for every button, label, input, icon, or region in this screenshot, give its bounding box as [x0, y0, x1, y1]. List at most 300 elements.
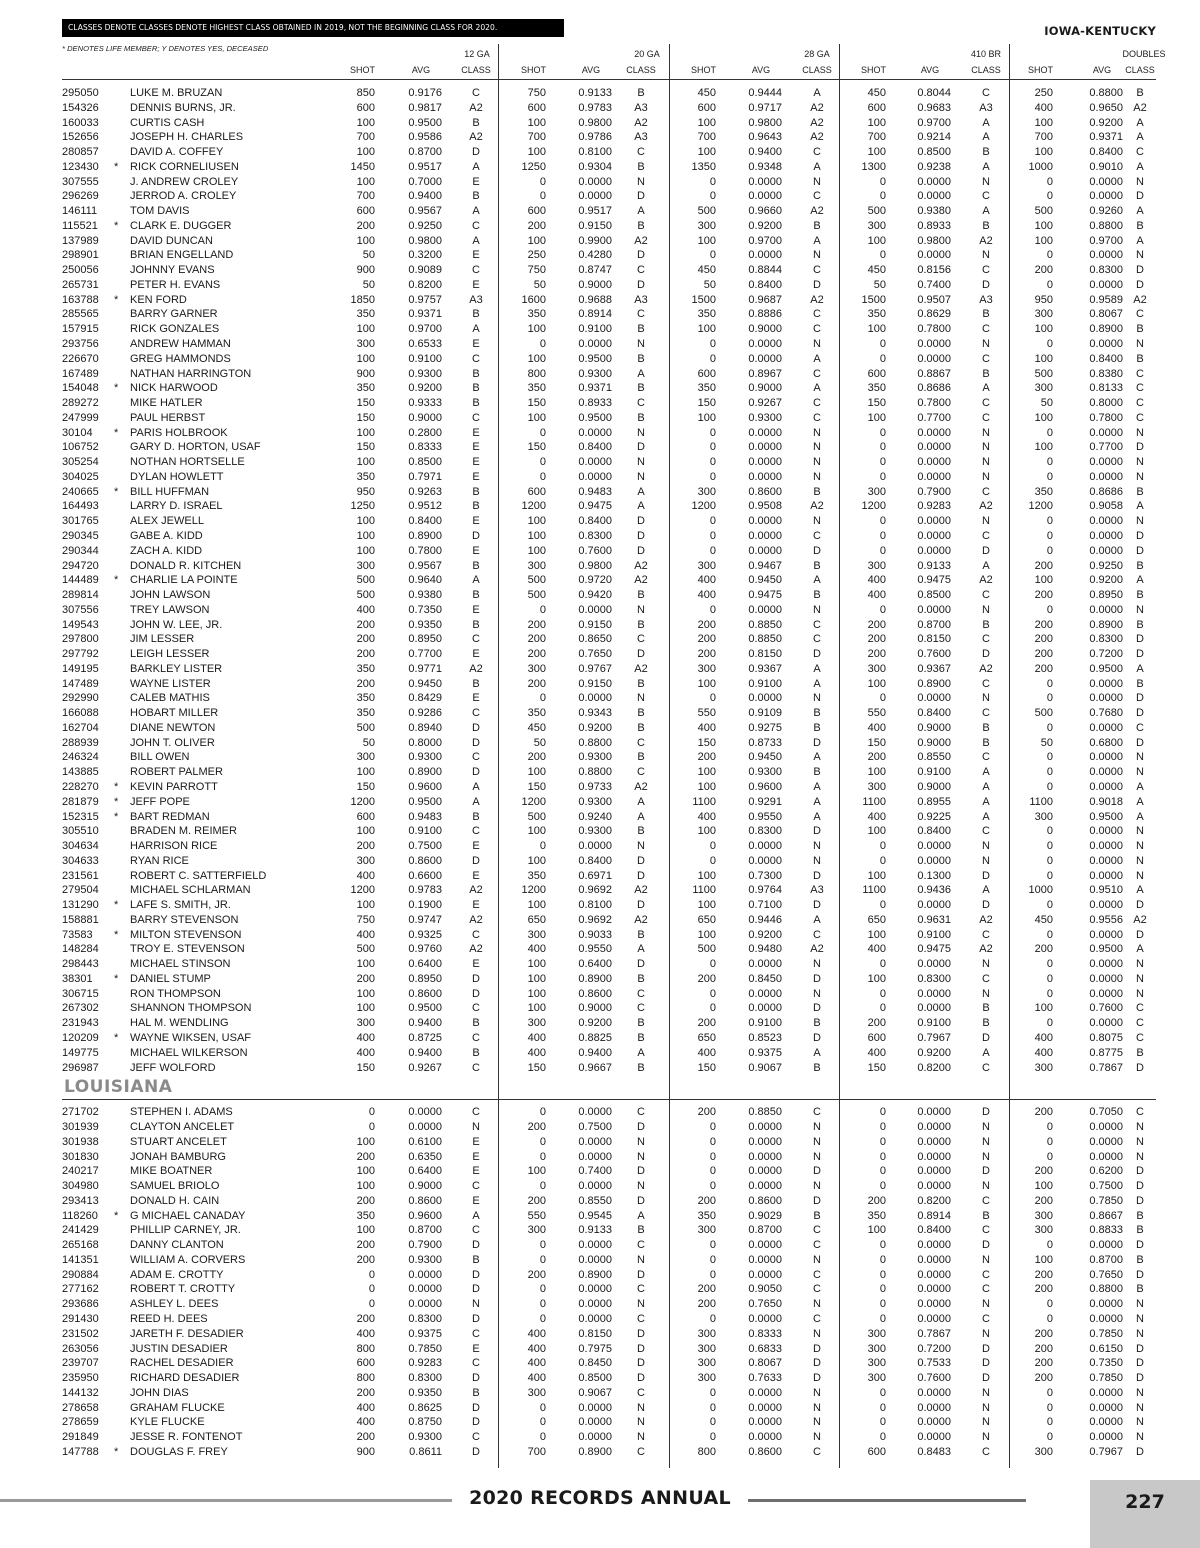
class-value: D [813, 648, 821, 661]
class-value: D [813, 825, 821, 838]
member-name: RICK GONZALES [130, 323, 220, 336]
member-name: JIM LESSER [130, 633, 195, 646]
average: 0.9600 [408, 780, 442, 793]
average: 0.9771 [408, 662, 442, 675]
shot-count: 400 [867, 810, 886, 823]
class-value: N [637, 840, 645, 853]
class-value: C [813, 633, 821, 646]
class-value: C [472, 633, 480, 646]
shot-count: 0 [1046, 515, 1053, 528]
class-value: A2 [810, 293, 824, 306]
average: 0.9029 [748, 1209, 782, 1222]
average: 0.8850 [748, 618, 782, 631]
average: 0.0000 [748, 441, 782, 454]
class-value: B [982, 308, 990, 321]
class-value: A [982, 884, 990, 897]
class-value: N [982, 1150, 990, 1163]
class-value: N [637, 1416, 645, 1429]
average: 0.8156 [917, 264, 951, 277]
shot-count: 200 [1034, 1283, 1053, 1296]
average: 0.7500 [1089, 1180, 1123, 1193]
class-value: C [1136, 146, 1144, 159]
class-value: B [1136, 219, 1144, 232]
average: 0.6800 [1089, 736, 1123, 749]
class-value: C [472, 1327, 480, 1340]
class-value: C [982, 190, 990, 203]
member-name: RYAN RICE [130, 854, 189, 867]
average: 0.0000 [1089, 278, 1123, 291]
member-id: 297792 [62, 648, 99, 661]
member-id: 166088 [62, 707, 99, 720]
shot-count: 0 [879, 1165, 886, 1178]
member-id: 291849 [62, 1431, 99, 1444]
average: 0.9700 [408, 323, 442, 336]
shot-count: 300 [356, 854, 375, 867]
average: 0.9380 [408, 589, 442, 602]
shot-count: 100 [527, 529, 546, 542]
shot-count: 200 [356, 219, 375, 232]
table-row [62, 1179, 1156, 1194]
class-value: D [1136, 707, 1144, 720]
class-value: N [1136, 751, 1144, 764]
average: 0.9517 [578, 205, 612, 218]
member-name: TOM DAVIS [130, 205, 190, 218]
shot-count: 0 [1046, 1017, 1053, 1030]
member-name: ASHLEY L. DEES [130, 1298, 219, 1311]
shot-count: 400 [356, 603, 375, 616]
class-value: A [982, 116, 990, 129]
table-row [62, 1105, 1156, 1120]
average: 0.8825 [578, 1032, 612, 1044]
class-note-banner: CLASSES DENOTE CLASSES DENOTE HIGHEST CLASS OBTAINED IN 2019, NOT THE BEGINNING CLASS FOR 2020. [62, 19, 564, 37]
shot-count: 150 [527, 397, 546, 410]
shot-count: 500 [527, 574, 546, 587]
member-name: DENNIS BURNS, JR. [130, 101, 236, 114]
shot-count: 600 [867, 101, 886, 114]
class-value: C [813, 618, 821, 631]
shot-count: 800 [527, 367, 546, 380]
average: 0.0000 [748, 544, 782, 557]
class-value: D [813, 869, 821, 882]
header-rule [62, 79, 1156, 80]
table-row [62, 263, 1156, 278]
shot-count: 300 [697, 1372, 716, 1385]
shot-count: 100 [697, 928, 716, 941]
class-value: A3 [810, 884, 824, 897]
average: 0.9420 [578, 589, 612, 602]
member-name: ZACH A. KIDD [130, 544, 203, 557]
average: 0.8500 [408, 456, 442, 469]
average: 0.8900 [1089, 323, 1123, 336]
average: 0.9567 [408, 205, 442, 218]
class-value: B [472, 116, 480, 129]
shot-count: 550 [527, 1209, 546, 1222]
shot-count: 100 [356, 1224, 375, 1237]
class-value: N [1136, 869, 1144, 882]
average: 0.7850 [1089, 1327, 1123, 1340]
average: 0.9475 [917, 943, 951, 956]
table-row [62, 189, 1156, 204]
avg-header: AVG [1092, 65, 1112, 75]
life-member-mark: * [114, 972, 119, 985]
shot-count: 150 [356, 1061, 375, 1074]
shot-count: 400 [527, 1357, 546, 1370]
class-value: B [472, 1017, 480, 1030]
class-value: D [1136, 441, 1144, 454]
shot-count: 0 [539, 1313, 546, 1326]
shot-count: 450 [527, 721, 546, 734]
shot-count: 600 [527, 101, 546, 114]
member-id: 152656 [62, 131, 99, 144]
member-name: TREY LAWSON [130, 603, 210, 616]
average: 0.8333 [748, 1327, 782, 1340]
class-value: N [813, 854, 821, 867]
class-value: B [637, 1032, 645, 1044]
average: 0.0000 [1089, 544, 1123, 557]
average: 0.9450 [408, 677, 442, 690]
shot-count: 1200 [350, 884, 375, 897]
class-value: A3 [634, 293, 648, 306]
member-name: NATHAN HARRINGTON [130, 367, 252, 380]
shot-count: 0 [1046, 175, 1053, 188]
average: 0.8700 [408, 1224, 442, 1237]
member-name: BILL OWEN [130, 751, 190, 764]
member-id: 250056 [62, 264, 99, 277]
shot-count: 100 [527, 544, 546, 557]
shot-count: 300 [697, 1342, 716, 1355]
member-name: BARRY STEVENSON [130, 913, 239, 926]
average: 0.9500 [578, 352, 612, 365]
shot-count: 0 [1046, 338, 1053, 351]
member-id: 278659 [62, 1416, 99, 1429]
shot-count: 500 [697, 205, 716, 218]
class-value: C [472, 1032, 480, 1044]
average: 0.9586 [408, 131, 442, 144]
table-row [62, 1430, 1156, 1445]
average: 0.9238 [917, 160, 951, 173]
average: 0.9800 [748, 116, 782, 129]
class-value: D [637, 190, 645, 203]
class-value: N [637, 1253, 645, 1266]
shot-count: 100 [867, 234, 886, 247]
class-value: C [982, 677, 990, 690]
average: 0.8800 [578, 766, 612, 779]
class-value: A2 [634, 116, 648, 129]
shot-count: 100 [356, 456, 375, 469]
member-name: ADAM E. CROTTY [130, 1268, 224, 1281]
shot-count: 0 [539, 1253, 546, 1266]
shot-count: 700 [697, 131, 716, 144]
class-value: C [982, 707, 990, 720]
average: 0.9050 [748, 1283, 782, 1296]
average: 0.8380 [1089, 367, 1123, 380]
shot-count: 200 [527, 751, 546, 764]
average: 0.0000 [917, 470, 951, 483]
average: 0.0000 [578, 1313, 612, 1326]
member-name: WILLIAM A. CORVERS [130, 1253, 246, 1266]
average: 0.9300 [408, 1253, 442, 1266]
average: 0.6400 [408, 958, 442, 971]
average: 0.7650 [578, 648, 612, 661]
shot-count: 600 [356, 101, 375, 114]
class-value: B [637, 618, 645, 631]
shot-count: 300 [697, 1224, 716, 1237]
average: 0.9717 [748, 101, 782, 114]
average: 0.8044 [917, 87, 951, 99]
table-row [62, 175, 1156, 190]
shot-count: 400 [356, 1032, 375, 1044]
shot-count: 0 [709, 529, 716, 542]
table-row [62, 588, 1156, 603]
average: 0.8333 [408, 441, 442, 454]
life-member-mark: * [114, 574, 119, 587]
average: 0.9747 [408, 913, 442, 926]
class-value: C [813, 411, 821, 424]
shot-count: 100 [867, 928, 886, 941]
member-name: MIKE BOATNER [130, 1165, 213, 1178]
member-id: 265731 [62, 278, 99, 291]
average: 0.8914 [578, 308, 612, 321]
shot-count: 0 [1046, 766, 1053, 779]
class-value: A [1136, 116, 1144, 129]
shot-count: 150 [527, 441, 546, 454]
shot-count: 1100 [692, 884, 716, 897]
class-value: A [472, 160, 480, 173]
class-value: N [982, 249, 990, 262]
average: 0.8850 [748, 1106, 782, 1119]
class-value: A3 [979, 293, 993, 306]
shot-count: 900 [356, 367, 375, 380]
class-value: A [813, 574, 821, 587]
class-value: D [982, 1342, 990, 1355]
average: 0.8400 [917, 1224, 951, 1237]
average: 0.9550 [578, 943, 612, 956]
shot-count: 200 [356, 1194, 375, 1207]
member-name: LAFE S. SMITH, JR. [130, 899, 231, 912]
table-row [62, 1297, 1156, 1312]
average: 0.6400 [408, 1165, 442, 1178]
average: 0.9150 [578, 677, 612, 690]
member-name: JUSTIN DESADIER [130, 1342, 228, 1355]
average: 0.8700 [1089, 1253, 1123, 1266]
average: 0.0000 [1089, 426, 1123, 439]
class-value: N [982, 1121, 990, 1134]
member-id: 162704 [62, 721, 99, 734]
member-name: BILL HUFFMAN [130, 485, 210, 498]
member-id: 239707 [62, 1357, 99, 1370]
shot-count: 1250 [350, 500, 375, 513]
class-value: C [982, 972, 990, 985]
member-id: 301939 [62, 1121, 99, 1134]
member-id: 123430 [62, 160, 99, 173]
average: 0.9100 [748, 677, 782, 690]
table-row [62, 485, 1156, 500]
table-row [62, 957, 1156, 972]
class-value: N [982, 987, 990, 1000]
shot-count: 0 [1046, 721, 1053, 734]
average: 0.8500 [578, 1372, 612, 1385]
shot-count: 0 [879, 175, 886, 188]
class-header: CLASS [971, 65, 1001, 75]
table-row [62, 736, 1156, 751]
member-id: 226670 [62, 352, 99, 365]
shot-count: 750 [356, 913, 375, 926]
class-value: N [637, 426, 645, 439]
shot-count: 100 [356, 426, 375, 439]
shot-count: 200 [356, 1313, 375, 1326]
shot-count: 200 [697, 1017, 716, 1030]
shot-count: 200 [697, 1283, 716, 1296]
shot-count: 0 [1046, 1431, 1053, 1444]
class-value: D [637, 1165, 645, 1178]
member-name: NOTHAN HORTSELLE [130, 456, 245, 469]
class-value: C [982, 1194, 990, 1207]
class-value: C [637, 1445, 645, 1458]
member-name: HAL M. WENDLING [130, 1017, 229, 1030]
average: 0.9508 [748, 500, 782, 513]
shot-count: 100 [527, 958, 546, 971]
class-value: C [472, 1224, 480, 1237]
class-value: N [637, 1150, 645, 1163]
shot-count: 700 [356, 190, 375, 203]
average: 0.8500 [917, 146, 951, 159]
shot-count: 450 [867, 87, 886, 99]
shot-count: 0 [879, 1386, 886, 1399]
average: 0.9450 [748, 751, 782, 764]
shot-count: 350 [527, 707, 546, 720]
class-value: D [813, 1372, 821, 1385]
average: 0.0000 [578, 840, 612, 853]
average: 0.9500 [578, 411, 612, 424]
member-id: 290345 [62, 529, 99, 542]
average: 0.9250 [408, 219, 442, 232]
class-value: A [1136, 884, 1144, 897]
average: 0.8725 [408, 1032, 442, 1044]
shot-count: 0 [1046, 544, 1053, 557]
average: 0.9067 [578, 1386, 612, 1399]
member-name: G MICHAEL CANADAY [130, 1209, 246, 1222]
shot-count: 0 [539, 1298, 546, 1311]
shot-count: 0 [879, 1239, 886, 1252]
member-id: 297800 [62, 633, 99, 646]
average: 0.7967 [1089, 1445, 1123, 1458]
shot-count: 350 [356, 692, 375, 705]
shot-count: 0 [1046, 1239, 1053, 1252]
average: 0.0000 [917, 1268, 951, 1281]
shot-count: 500 [356, 943, 375, 956]
shot-count: 200 [1034, 1194, 1053, 1207]
class-value: C [982, 1283, 990, 1296]
shot-count: 300 [527, 1017, 546, 1030]
member-id: 298901 [62, 249, 99, 262]
average: 0.0000 [917, 692, 951, 705]
class-value: A2 [979, 913, 993, 926]
avg-header: AVG [920, 65, 940, 75]
member-id: 307555 [62, 175, 99, 188]
class-value: C [472, 352, 480, 365]
table-row [62, 86, 1156, 101]
average: 0.8400 [578, 441, 612, 454]
shot-count: 200 [1034, 589, 1053, 602]
table-row [62, 116, 1156, 131]
shot-count: 0 [709, 249, 716, 262]
average: 0.8700 [408, 146, 442, 159]
shot-count: 600 [527, 205, 546, 218]
shot-count: 200 [1034, 1372, 1053, 1385]
average: 0.9631 [917, 913, 951, 926]
class-value: N [637, 692, 645, 705]
shot-count: 300 [1034, 382, 1053, 395]
table-row [62, 810, 1156, 825]
average: 0.1900 [408, 899, 442, 912]
class-value: B [637, 589, 645, 602]
shot-count: 300 [867, 780, 886, 793]
class-value: D [1136, 1194, 1144, 1207]
shot-count: 100 [697, 780, 716, 793]
class-value: C [637, 1106, 645, 1119]
shot-count: 200 [1034, 943, 1053, 956]
member-id: 289814 [62, 589, 99, 602]
average: 0.0000 [917, 426, 951, 439]
member-id: 231943 [62, 1017, 99, 1030]
shot-count: 0 [709, 1239, 716, 1252]
class-value: C [813, 1313, 821, 1326]
shot-count: 100 [867, 825, 886, 838]
shot-count: 100 [1034, 323, 1053, 336]
table-row [62, 204, 1156, 219]
class-header: CLASS [802, 65, 832, 75]
class-value: A2 [810, 131, 824, 144]
class-value: D [637, 1327, 645, 1340]
shot-count: 0 [1046, 854, 1053, 867]
member-id: 73583 [62, 928, 93, 941]
average: 0.6150 [1089, 1342, 1123, 1355]
class-value: A [813, 1046, 821, 1059]
table-row [62, 1209, 1156, 1224]
member-name: PETER H. EVANS [130, 278, 221, 291]
average: 0.9333 [408, 397, 442, 410]
average: 0.0000 [1089, 456, 1123, 469]
shot-count: 0 [709, 1165, 716, 1178]
average: 0.9700 [748, 234, 782, 247]
class-value: D [637, 544, 645, 557]
average: 0.9100 [578, 323, 612, 336]
shot-count: 150 [356, 441, 375, 454]
member-id: 296987 [62, 1061, 99, 1074]
shot-count: 0 [879, 1135, 886, 1148]
member-name: CHARLIE LA POINTE [130, 574, 238, 587]
average: 0.0000 [1089, 1017, 1123, 1030]
shot-count: 500 [1034, 367, 1053, 380]
table-row [62, 1238, 1156, 1253]
class-value: E [472, 175, 480, 188]
member-id: 241429 [62, 1224, 99, 1237]
average: 0.0000 [748, 1431, 782, 1444]
class-value: A [472, 795, 480, 808]
shot-count: 0 [709, 544, 716, 557]
average: 0.8400 [408, 515, 442, 528]
class-value: D [1136, 1357, 1144, 1370]
class-value: N [1136, 456, 1144, 469]
class-value: A [472, 780, 480, 793]
class-value: D [1136, 1239, 1144, 1252]
class-value: N [813, 1150, 821, 1163]
average: 0.7800 [1089, 411, 1123, 424]
average: 0.9650 [1089, 101, 1123, 114]
class-value: A [982, 382, 990, 395]
class-value: C [813, 308, 821, 321]
average: 0.9817 [408, 101, 442, 114]
